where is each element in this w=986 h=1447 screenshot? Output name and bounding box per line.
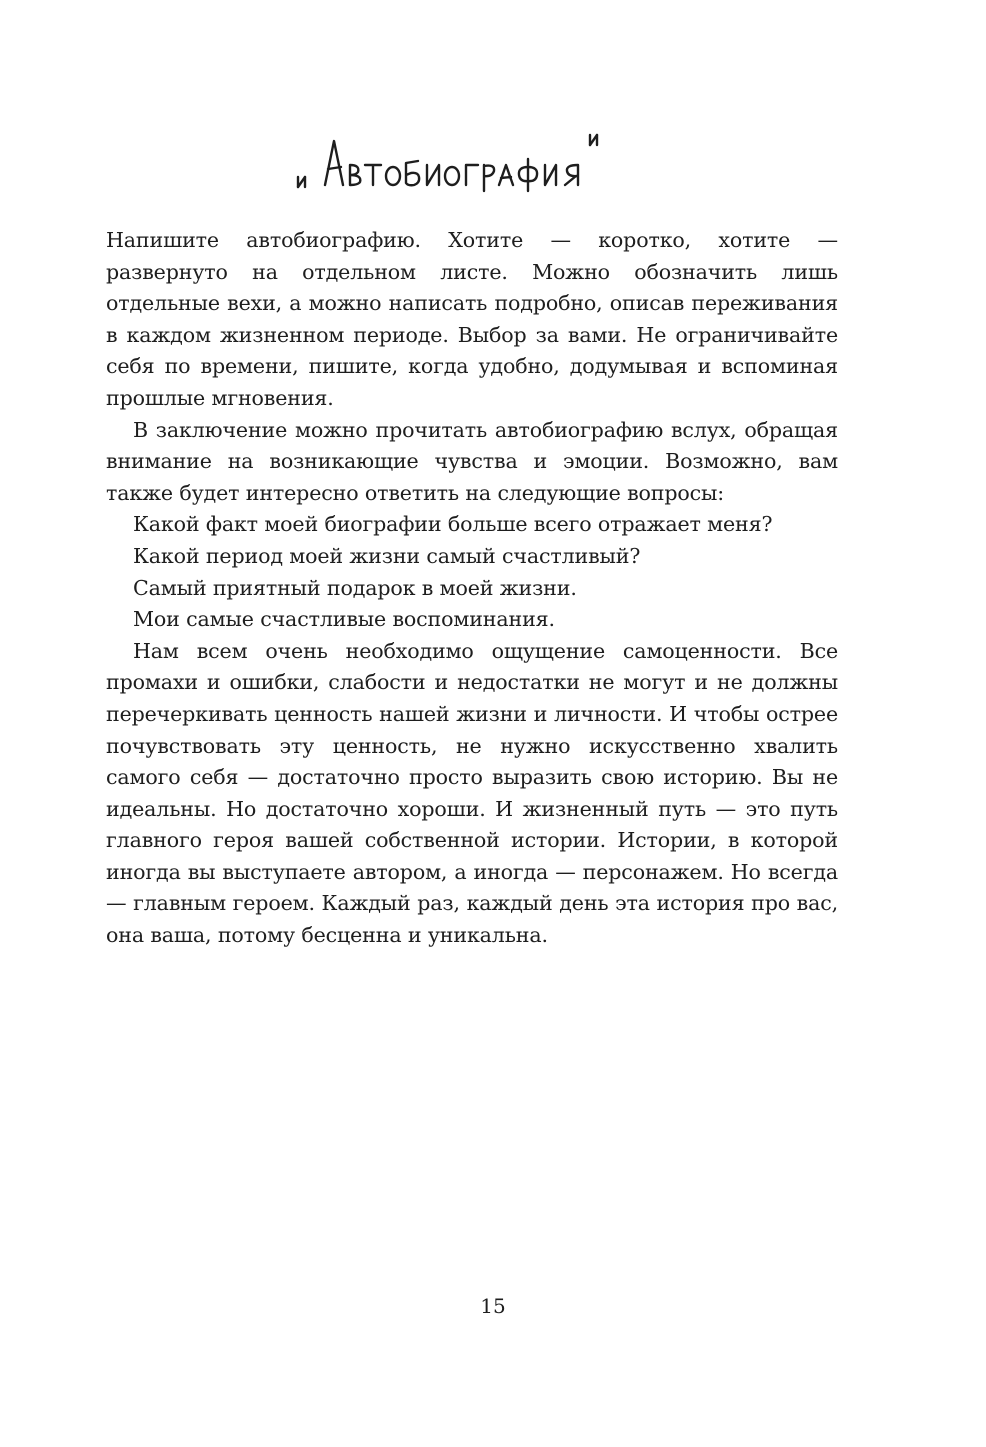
title-letter-o xyxy=(386,167,400,185)
title-letter-ya xyxy=(565,165,578,185)
title-letter-a xyxy=(325,141,343,185)
title-letter-ef xyxy=(519,159,537,191)
title-letter-i xyxy=(427,165,439,185)
page-number: 15 xyxy=(480,1294,506,1318)
title-letter-o2 xyxy=(445,167,459,185)
title-close-quote-mark xyxy=(590,135,597,145)
handwritten-title-graphic xyxy=(290,115,620,205)
paragraph-conclusion: В заключение можно прочитать автобиографию вслух, обращая внимание на возникающие чувства и эмоции. Возможно, вам также будет интересно ответить на следующие вопросы: xyxy=(106,417,838,505)
title-letter-be xyxy=(406,161,419,185)
title-letter-a2 xyxy=(499,165,513,185)
title-letter-te xyxy=(365,165,381,185)
title-letter-er xyxy=(484,165,494,191)
question-item: Самый приятный подарок в моей жизни. xyxy=(133,575,577,600)
title-open-quote-mark xyxy=(298,177,305,187)
paragraph-self-worth: Нам всем очень необходимо ощущение самоценности. Все промахи и ошибки, слабости и недостатки не могут и не должны перечеркивать ценность нашей жизни и личности. И чтобы острее почувствовать эту ценность, не нужно искусственно хвалить самого себя — достаточно просто выразить свою историю. Вы не идеальны. Но достаточно хороши. И жизненный путь — это путь главного героя вашей собственной истории. Истории, в которой иногда вы выступаете автором, а иногда — персонажем. Но всегда — главным героем. Каждый раз, каждый день эта история про вас, она ваша, потому бесценна и уникальна. xyxy=(106,638,838,948)
question-item: Какой период моей жизни самый счастливый? xyxy=(133,543,641,568)
title-letter-i2 xyxy=(545,165,556,185)
chapter-title xyxy=(0,115,986,205)
question-item: Мои самые счастливые воспоминания. xyxy=(133,607,555,632)
title-letter-ve xyxy=(350,165,360,185)
title-letter-ge xyxy=(466,165,478,185)
paragraph-intro: Напишите автобиографию. Хотите — коротко, хотите — развернуто на отдельном листе. Можно обозначить лишь отдельные вехи, а можно написать подробно, описав переживания в каждом жизненном периоде. Выбор за вами. Не ограничивайте себя по времени, пишите, когда удобно, додумывая и вспоминая прошлые мгновения. xyxy=(106,228,838,410)
question-item: Какой факт моей биографии больше всего отражает меня? xyxy=(133,512,773,537)
body-text xyxy=(106,225,838,952)
